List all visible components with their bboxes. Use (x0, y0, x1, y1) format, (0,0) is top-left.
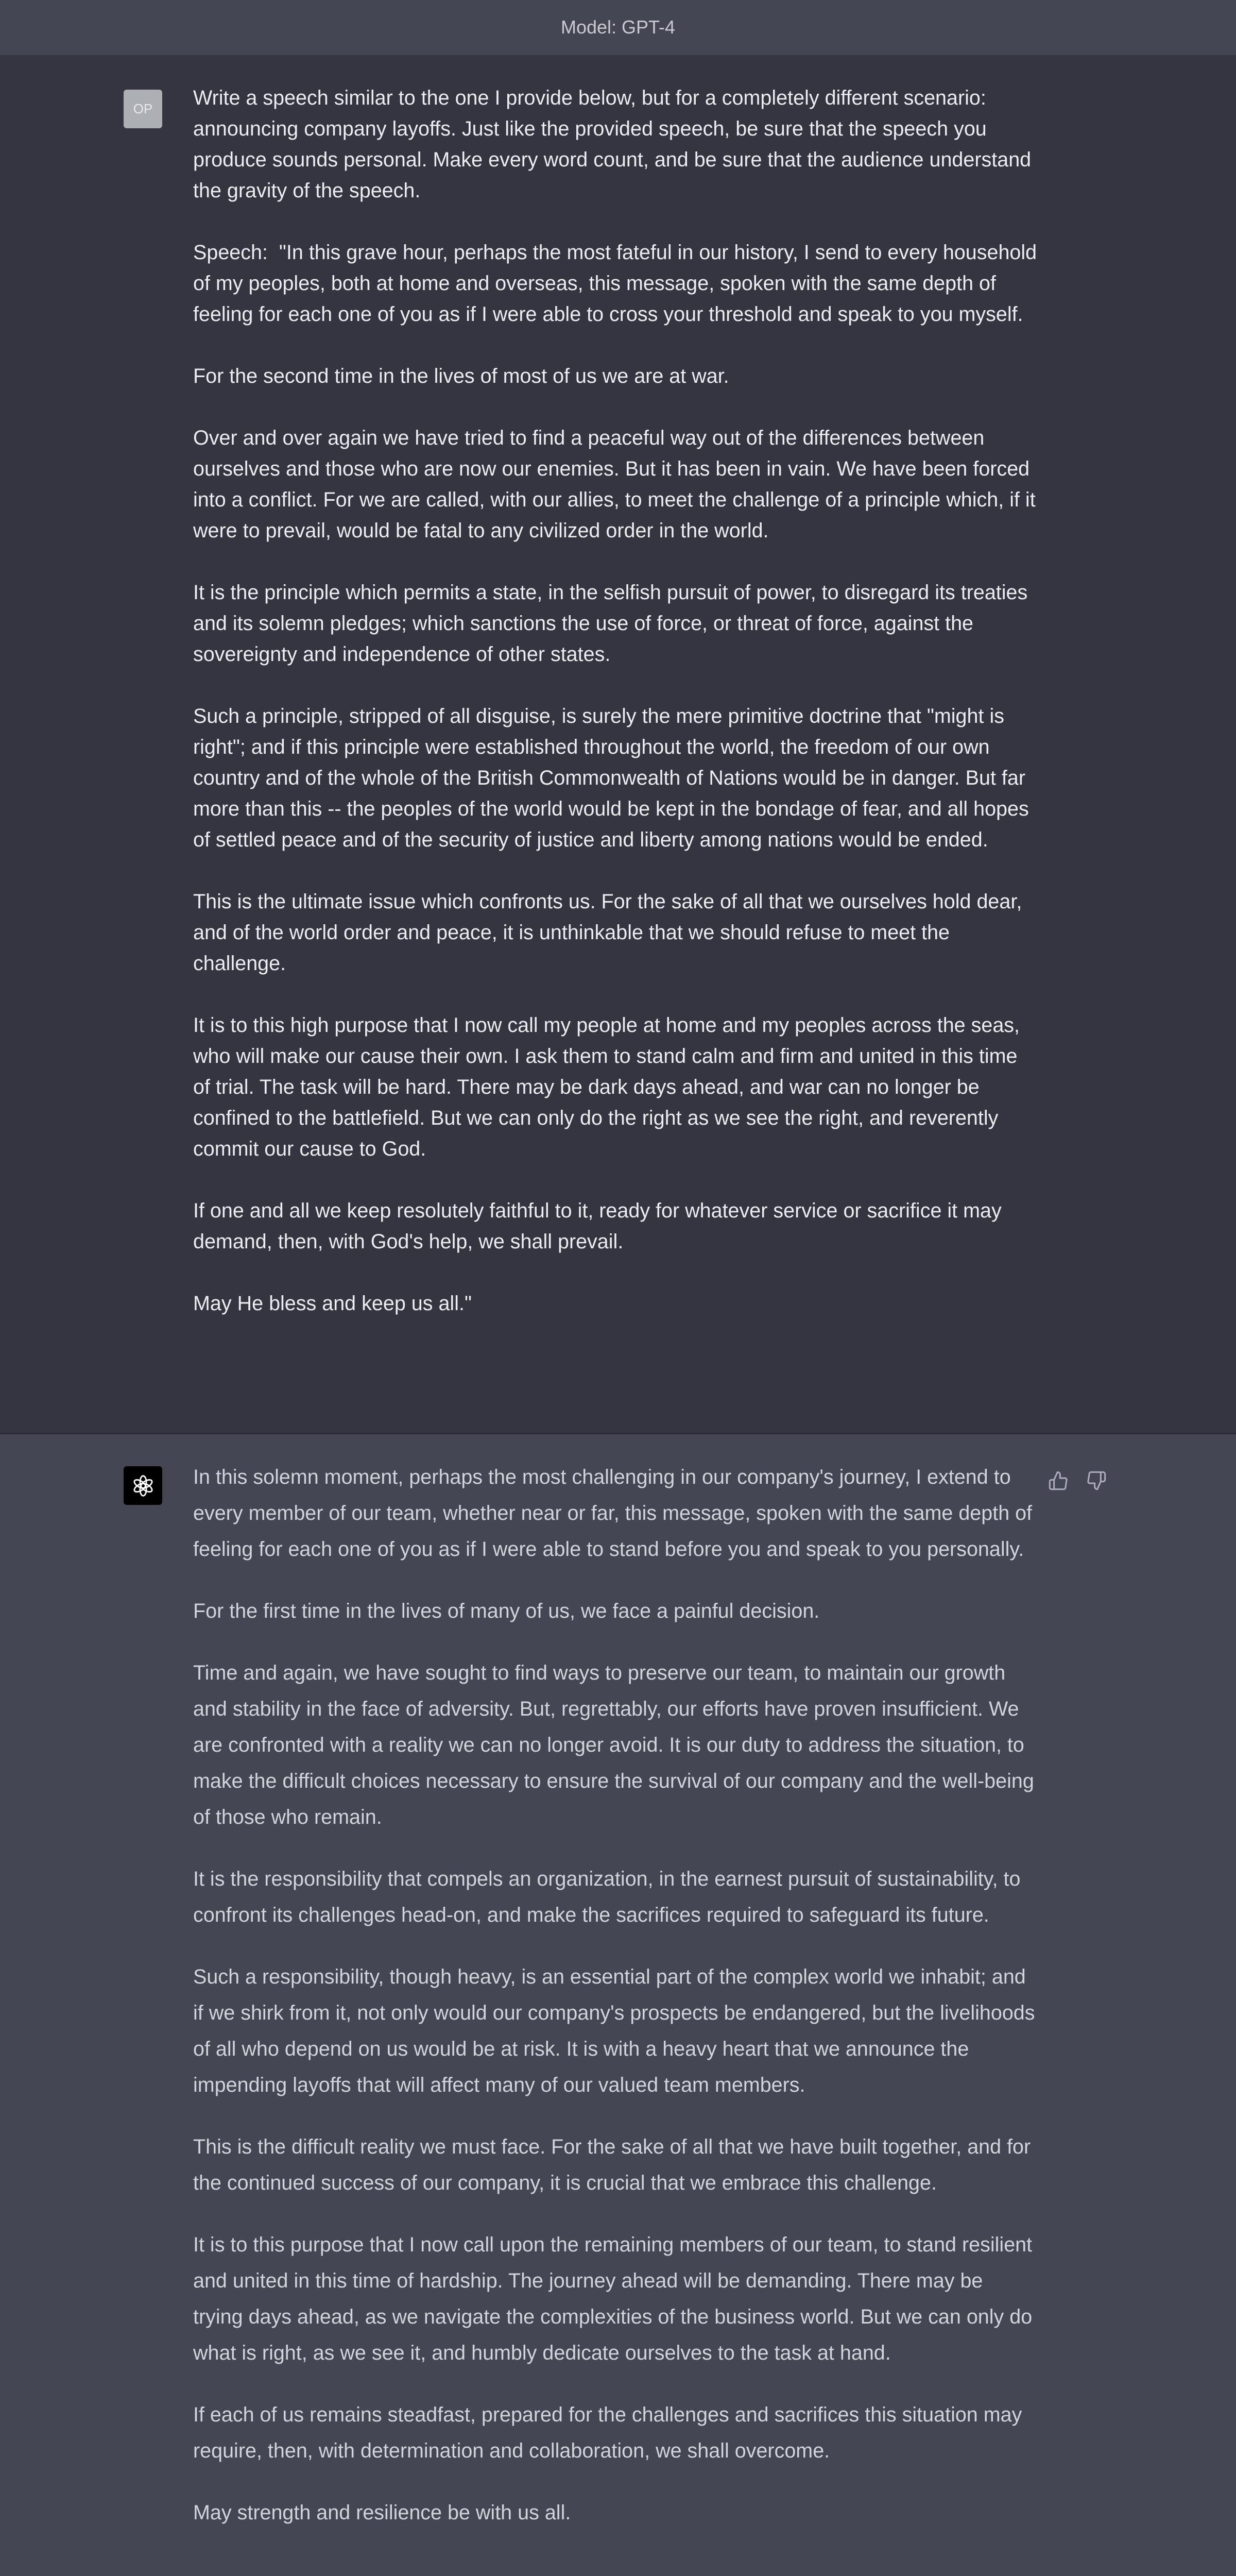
user-paragraph: Such a principle, stripped of all disguise, is surely the mere primitive doctrine that "might is right"; and if this principle were established throughout the world, the freedom of our own country and of the whole of the British Commonwealth of Nations would be in danger. But far more than this -- the peoples of the world would be kept in the bondage of fear, and all hopes of settled peace and of the security of justice and liberty among nations would be ended. (193, 705, 1035, 851)
thumbs-up-icon[interactable] (1047, 1469, 1070, 1492)
assistant-paragraph: It is the responsibility that compels an organization, in the earnest pursuit of sustainability, to confront its challenges head-on, and make the sacrifices required to safeguard its future. (193, 1868, 1021, 1926)
user-paragraph: Over and over again we have tried to find a peaceful way out of the differences between ourselves and those who are now our enemies. But it has been in vain. We have been forced into a conflict. For we are called, with our allies, to meet the challenge of a principle which, if it were to prevail, would be fatal to any civilized order in the world. (193, 427, 1041, 542)
top-bar (0, 0, 1236, 56)
user-paragraph: For the second time in the lives of most of us we are at war. (193, 365, 729, 387)
assistant-message-text (193, 1459, 1038, 2556)
user-paragraph: May He bless and keep us all." (193, 1292, 472, 1315)
openai-logo-icon (124, 1466, 162, 1505)
user-avatar-initials: OP (133, 101, 153, 116)
user-paragraph: Speech: "In this grave hour, perhaps the most fateful in our history, I send to every household of my peoples, both at home and overseas, this message, spoken with the same depth of feeling for each one of you as if I were able to cross your threshold and speak to you myself. (193, 241, 1043, 326)
user-paragraph: This is the ultimate issue which confronts us. For the sake of all that we ourselves hold dear, and of the world order and peace, it is unthinkable that we should refuse to meet the challenge. (193, 890, 1028, 975)
assistant-paragraph: It is to this purpose that I now call upon the remaining members of our team, to stand resilient and united in this time of hardship. The journey ahead will be demanding. There may be trying days ahead, as we navigate the complexities of the business world. But we can only do what is right, as we see it, and humbly dedicate ourselves to the task at hand. (193, 2233, 1033, 2364)
user-paragraph: If one and all we keep resolutely faithful to it, ready for whatever service or sacrifice it may demand, then, with God's help, we shall prevail. (193, 1199, 1007, 1253)
assistant-paragraph: May strength and resilience be with us all. (193, 2501, 571, 2524)
user-message (0, 56, 1236, 1434)
user-paragraph: Write a speech similar to the one I provide below, but for a completely different scenario: announcing company layoffs. Just like the provided speech, be sure that the speech you produce sounds personal. Make every word count, and be sure that the audience understand the gravity of the speech. (193, 87, 1037, 202)
model-label: Model: GPT-4 (560, 16, 676, 38)
assistant-paragraph: In this solemn moment, perhaps the most challenging in our company's journey, I extend to every member of our team, whether near or far, this message, spoken with the same depth of feeling for each one of you as if I were able to stand before you and speak to you personally. (193, 1466, 1033, 1561)
user-message-text (193, 82, 1043, 1350)
thumbs-down-icon[interactable] (1085, 1469, 1108, 1492)
user-paragraph: It is the principle which permits a state, in the selfish pursuit of power, to disregard its treaties and its solemn pledges; which sanctions the use of force, or threat of force, against the sovereignty and independence of other states. (193, 581, 1034, 666)
feedback-buttons (1047, 1469, 1108, 1492)
assistant-paragraph: For the first time in the lives of many of us, we face a painful decision. (193, 1600, 820, 1622)
assistant-message (0, 1434, 1236, 2576)
user-avatar (124, 90, 162, 128)
assistant-paragraph: If each of us remains steadfast, prepared for the challenges and sacrifices this situation may require, then, with determination and collaboration, we shall overcome. (193, 2403, 1022, 2462)
assistant-paragraph: This is the difficult reality we must face. For the sake of all that we have built together, and for the continued success of our company, it is crucial that we embrace this challenge. (193, 2136, 1031, 2194)
user-paragraph: It is to this high purpose that I now call my people at home and my peoples across the seas, who will make our cause their own. I ask them to stand calm and firm and united in this time of trial. The task will be hard. There may be dark days ahead, and war can no longer be confined to the battlefield. But we can only do the right as we see the right, and reverently commit our cause to God. (193, 1014, 1025, 1160)
assistant-paragraph: Time and again, we have sought to find ways to preserve our team, to maintain our growth and stability in the face of adversity. But, regrettably, our efforts have proven insufficient. We are confronted with a reality we can no longer avoid. It is our duty to address the situation, to make the difficult choices necessary to ensure the survival of our company and the well-being of those who remain. (193, 1662, 1034, 1828)
assistant-paragraph: Such a responsibility, though heavy, is an essential part of the complex world we inhabit; and if we shirk from it, not only would our company's prospects be endangered, but the livelihoods of all who depend on us would be at risk. It is with a heavy heart that we announce the impending layoffs that will affect many of our valued team members. (193, 1965, 1035, 2096)
